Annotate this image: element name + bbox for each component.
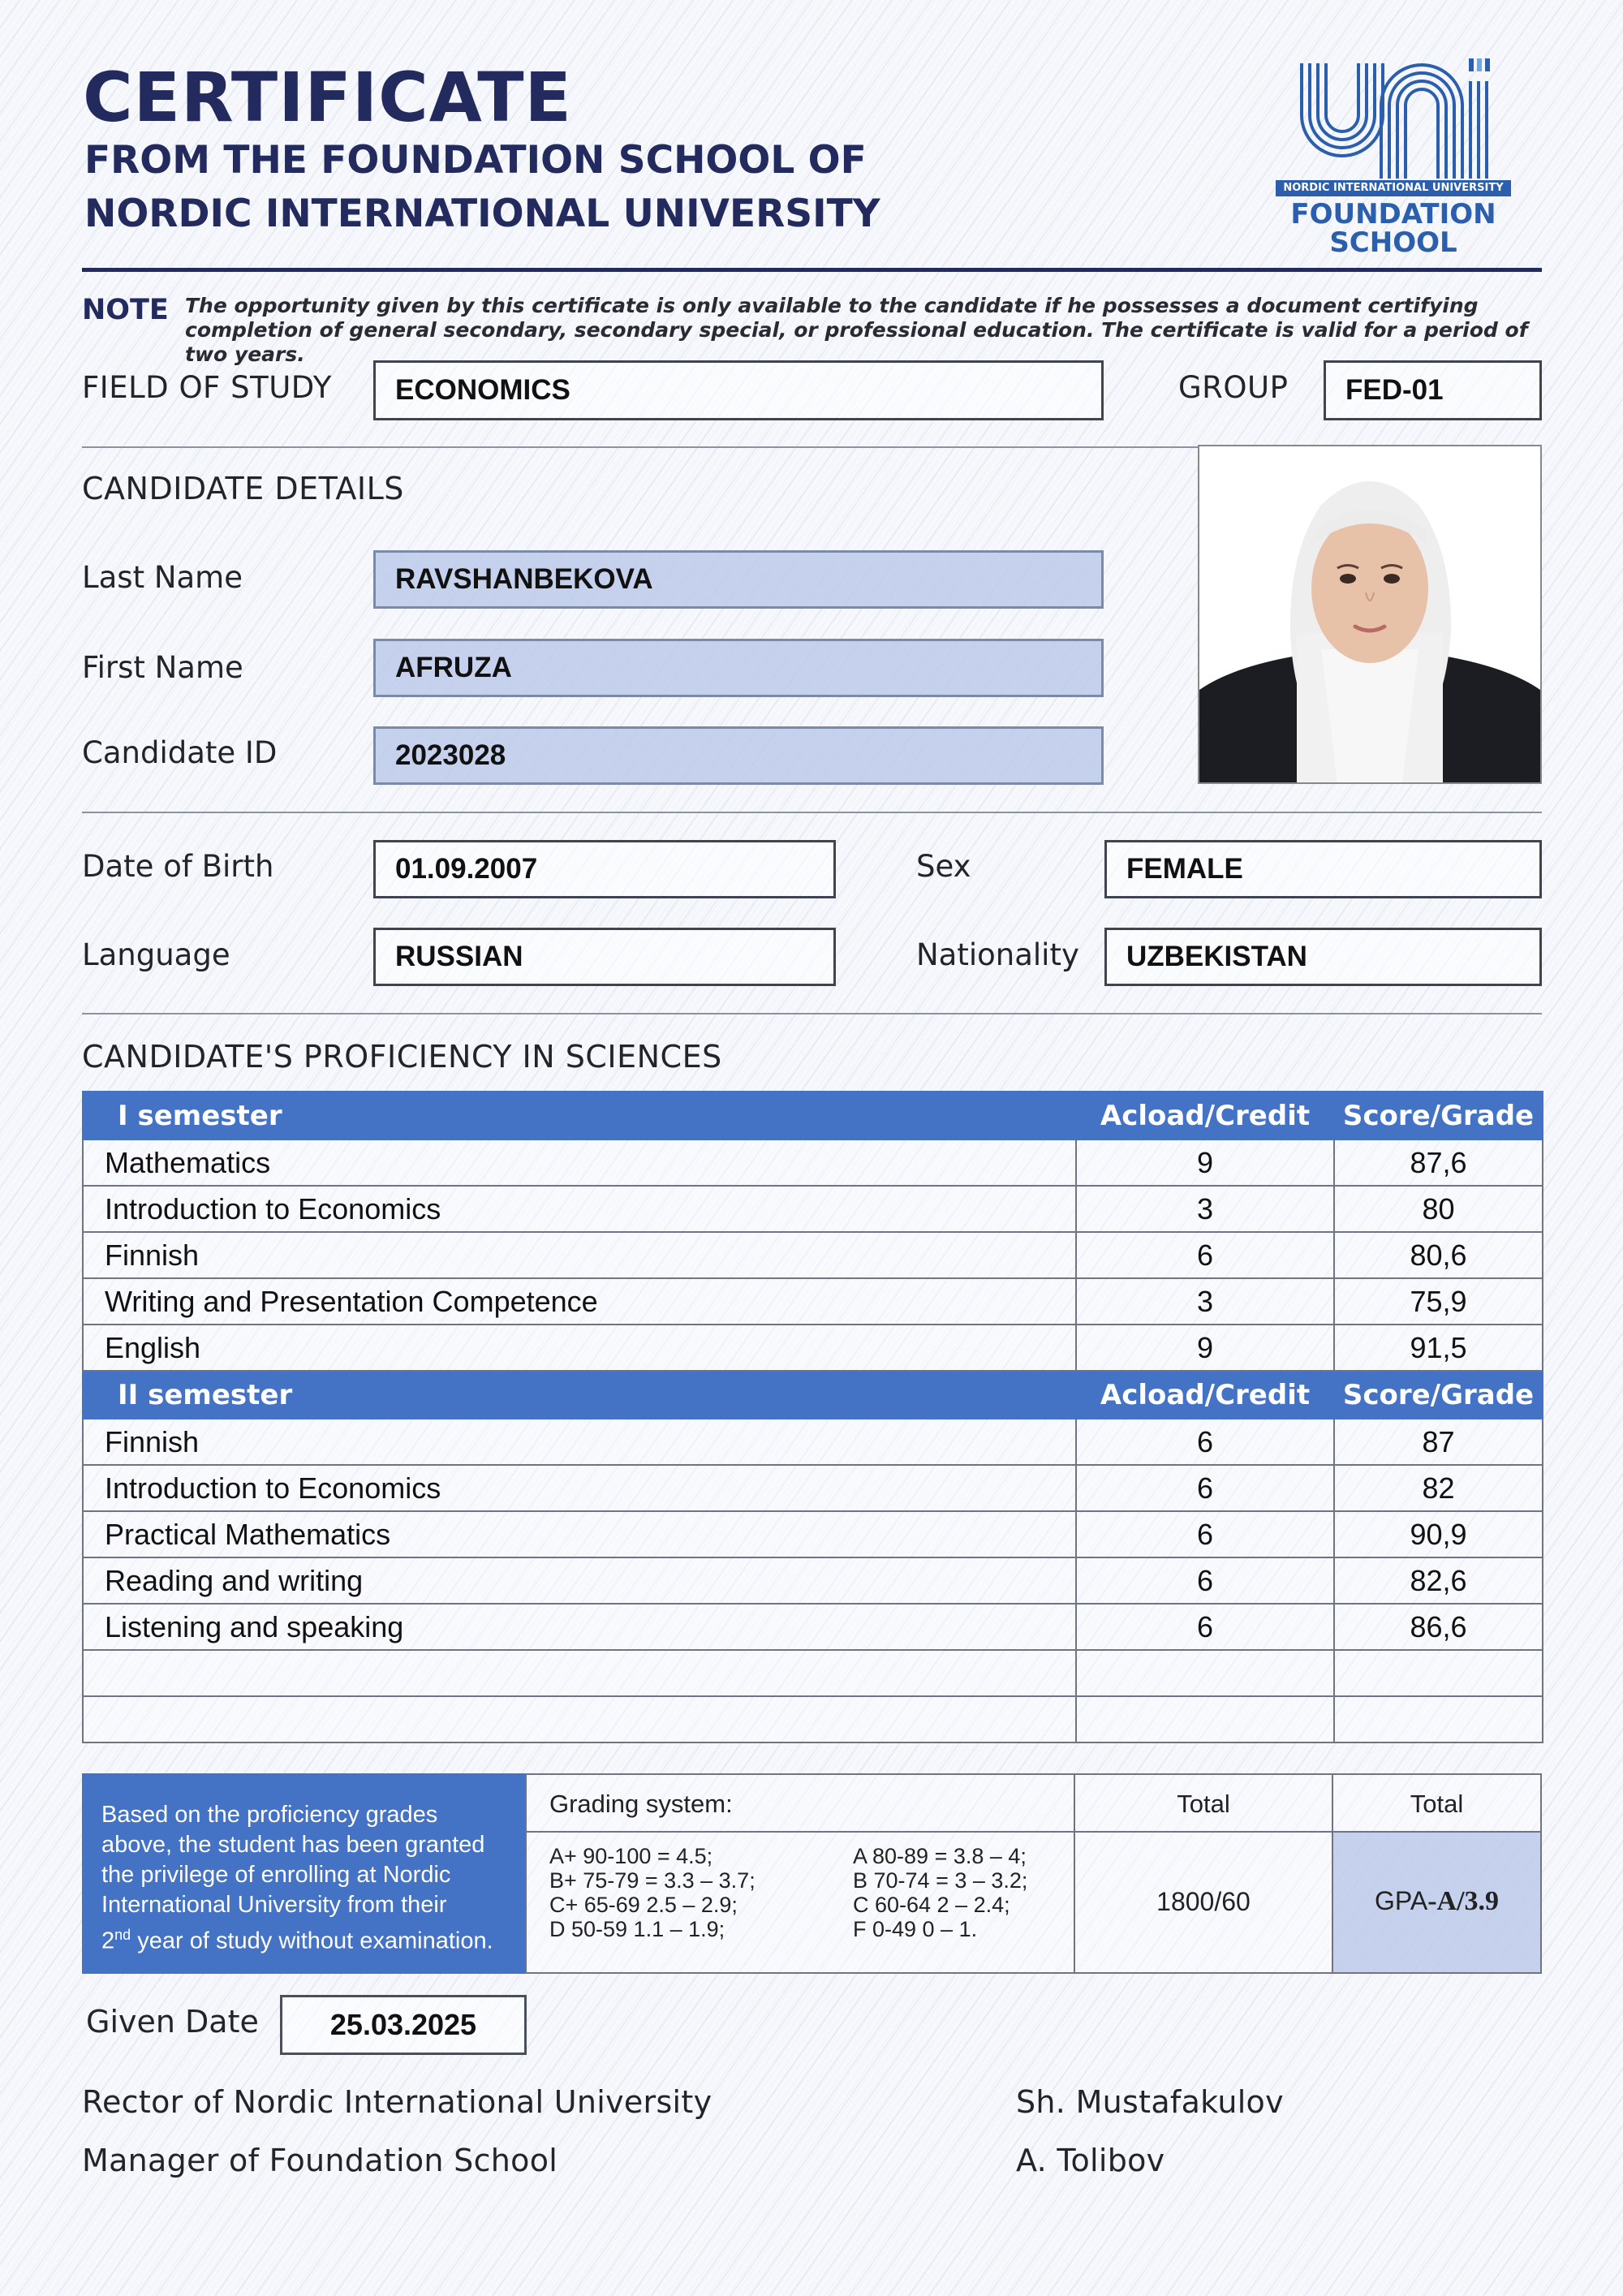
gpa-grade: -A/3.9 bbox=[1427, 1886, 1500, 1916]
divider bbox=[82, 1013, 1542, 1014]
certificate-subtitle-line2: NORDIC INTERNATIONAL UNIVERSITY bbox=[84, 192, 880, 236]
gpa-header: Total bbox=[1410, 1790, 1464, 1818]
first-name-value: AFRUZA bbox=[395, 652, 512, 683]
enrollment-notice bbox=[82, 1773, 525, 1974]
portrait-image bbox=[1199, 446, 1540, 782]
field-of-study-box bbox=[373, 360, 1104, 420]
table-row bbox=[83, 1604, 1543, 1650]
language-label: Language bbox=[82, 937, 230, 972]
score-cell: 82,6 bbox=[1334, 1557, 1543, 1604]
sex-value: FEMALE bbox=[1126, 853, 1243, 885]
grade-rule: A+ 90-100 = 4.5; bbox=[549, 1844, 713, 1868]
score-cell: 75,9 bbox=[1334, 1278, 1543, 1325]
manager-name: A. Tolibov bbox=[1016, 2143, 1165, 2178]
grade-rule: F 0-49 0 – 1. bbox=[853, 1917, 978, 1941]
score-cell: 87,6 bbox=[1334, 1139, 1543, 1186]
grades-table bbox=[82, 1091, 1543, 1743]
gpa-prefix: GPA bbox=[1374, 1886, 1428, 1915]
group-label: GROUP bbox=[1178, 370, 1289, 405]
rector-name: Sh. Mustafakulov bbox=[1016, 2084, 1284, 2120]
proficiency-title: CANDIDATE'S PROFICIENCY IN SCIENCES bbox=[82, 1039, 722, 1075]
score-cell: 91,5 bbox=[1334, 1325, 1543, 1371]
table-row bbox=[83, 1511, 1543, 1557]
empty-row bbox=[83, 1650, 1543, 1696]
score-header: Score/Grade bbox=[1334, 1371, 1543, 1419]
credit-cell: 3 bbox=[1076, 1186, 1334, 1232]
given-date-value: 25.03.2025 bbox=[329, 2008, 477, 2041]
first-name-box bbox=[373, 639, 1104, 697]
table-row bbox=[83, 1465, 1543, 1511]
credit-cell: 6 bbox=[1076, 1557, 1334, 1604]
grade-rule: B 70-74 = 3 – 3.2; bbox=[853, 1868, 1028, 1893]
field-of-study-label: FIELD OF STUDY bbox=[82, 370, 332, 405]
certificate-title: CERTIFICATE bbox=[83, 58, 572, 137]
table-row bbox=[83, 1419, 1543, 1465]
score-cell: 90,9 bbox=[1334, 1511, 1543, 1557]
table-row bbox=[83, 1557, 1543, 1604]
score-cell: 80,6 bbox=[1334, 1232, 1543, 1278]
score-cell: 80 bbox=[1334, 1186, 1543, 1232]
credit-cell: 3 bbox=[1076, 1278, 1334, 1325]
year-number: 2 bbox=[101, 1928, 115, 1954]
subject-cell: Mathematics bbox=[83, 1139, 1076, 1186]
grading-scale-right bbox=[853, 1844, 1027, 1941]
subject-cell: Listening and speaking bbox=[83, 1604, 1076, 1650]
credit-header: Acload/Credit bbox=[1076, 1371, 1334, 1419]
grading-title: Grading system: bbox=[549, 1790, 733, 1818]
subject-cell: Reading and writing bbox=[83, 1557, 1076, 1604]
enrollment-notice-line: Based on the proficiency grades bbox=[101, 1802, 438, 1828]
enrollment-notice-line bbox=[101, 1920, 506, 1957]
note-text: The opportunity given by this certificate is only available to the candidate if he possesses a document certifying completion of general secondary, secondary special, or professional education. The certificate is valid for a period of two years. bbox=[185, 294, 1528, 366]
table-row bbox=[83, 1325, 1543, 1371]
grade-rule: C+ 65-69 2.5 – 2.9; bbox=[549, 1893, 738, 1917]
credit-cell: 9 bbox=[1076, 1325, 1334, 1371]
total-header-cell bbox=[1074, 1773, 1333, 1833]
credit-cell: 6 bbox=[1076, 1465, 1334, 1511]
candidate-photo bbox=[1198, 445, 1542, 784]
grade-rule: B+ 75-79 = 3.3 – 3.7; bbox=[549, 1868, 756, 1893]
rector-title: Rector of Nordic International University bbox=[82, 2084, 712, 2120]
credit-cell: 6 bbox=[1076, 1232, 1334, 1278]
language-box bbox=[373, 928, 836, 986]
grading-scale-left bbox=[549, 1844, 756, 1941]
total-header: Total bbox=[1177, 1790, 1230, 1818]
semester-header-row bbox=[83, 1092, 1543, 1139]
score-cell: 87 bbox=[1334, 1419, 1543, 1465]
score-header: Score/Grade bbox=[1334, 1092, 1543, 1139]
logo-school: SCHOOL bbox=[1329, 226, 1457, 259]
enrollment-notice-line: the privilege of enrolling at Nordic bbox=[101, 1862, 451, 1888]
note-label: NOTE bbox=[82, 294, 169, 326]
table-row bbox=[83, 1232, 1543, 1278]
field-of-study-value: ECONOMICS bbox=[395, 374, 570, 406]
enrollment-notice-line: above, the student has been granted bbox=[101, 1832, 485, 1858]
sex-label: Sex bbox=[916, 849, 971, 884]
dob-value: 01.09.2007 bbox=[395, 853, 538, 885]
gpa-header-cell bbox=[1332, 1773, 1542, 1833]
group-box bbox=[1324, 360, 1542, 420]
logo-foundation: FOUNDATION bbox=[1290, 198, 1496, 230]
grade-rule: C 60-64 2 – 2.4; bbox=[853, 1893, 1010, 1917]
given-date-box bbox=[280, 1995, 527, 2055]
score-cell: 86,6 bbox=[1334, 1604, 1543, 1650]
last-name-value: RAVSHANBEKOVA bbox=[395, 563, 653, 595]
candidate-details-title: CANDIDATE DETAILS bbox=[82, 471, 404, 506]
divider bbox=[82, 812, 1542, 813]
manager-title: Manager of Foundation School bbox=[82, 2143, 558, 2178]
dob-box bbox=[373, 840, 836, 898]
header-divider bbox=[82, 268, 1542, 272]
sex-box bbox=[1104, 840, 1542, 898]
last-name-box bbox=[373, 550, 1104, 609]
credit-cell: 6 bbox=[1076, 1511, 1334, 1557]
table-row bbox=[83, 1278, 1543, 1325]
grading-title-cell bbox=[525, 1773, 1075, 1833]
divider bbox=[82, 446, 1198, 448]
last-name-label: Last Name bbox=[82, 560, 243, 595]
enrollment-notice-line: International University from their bbox=[101, 1892, 447, 1918]
year-rest: year of study without examination. bbox=[131, 1928, 493, 1954]
subject-cell: Practical Mathematics bbox=[83, 1511, 1076, 1557]
subject-cell: Introduction to Economics bbox=[83, 1465, 1076, 1511]
total-value: 1800/60 bbox=[1156, 1887, 1251, 1916]
grading-summary bbox=[525, 1773, 1542, 1974]
logo-small-text: NORDIC INTERNATIONAL UNIVERSITY bbox=[1283, 182, 1504, 194]
credit-cell: 6 bbox=[1076, 1604, 1334, 1650]
grade-rule: D 50-59 1.1 – 1.9; bbox=[549, 1917, 725, 1941]
semester-header-row bbox=[83, 1371, 1543, 1419]
subject-cell: Finnish bbox=[83, 1232, 1076, 1278]
semester-name: II semester bbox=[83, 1371, 1076, 1419]
candidate-id-value: 2023028 bbox=[395, 739, 506, 771]
gpa-value-cell bbox=[1332, 1831, 1542, 1974]
table-row bbox=[83, 1186, 1543, 1232]
subject-cell: Introduction to Economics bbox=[83, 1186, 1076, 1232]
gpa-value bbox=[1333, 1886, 1540, 1917]
candidate-id-box bbox=[373, 726, 1104, 785]
candidate-id-label: Candidate ID bbox=[82, 735, 278, 770]
subject-cell: Writing and Presentation Competence bbox=[83, 1278, 1076, 1325]
group-value: FED-01 bbox=[1345, 374, 1444, 406]
first-name-label: First Name bbox=[82, 650, 243, 685]
semester-name: I semester bbox=[83, 1092, 1076, 1139]
year-suffix: nd bbox=[114, 1927, 131, 1943]
empty-row bbox=[83, 1696, 1543, 1742]
language-value: RUSSIAN bbox=[395, 941, 523, 972]
grading-scale-cell bbox=[525, 1831, 1075, 1974]
subject-cell: English bbox=[83, 1325, 1076, 1371]
nationality-box bbox=[1104, 928, 1542, 986]
credit-cell: 9 bbox=[1076, 1139, 1334, 1186]
credit-header: Acload/Credit bbox=[1076, 1092, 1334, 1139]
score-cell: 82 bbox=[1334, 1465, 1543, 1511]
table-row bbox=[83, 1139, 1543, 1186]
nationality-label: Nationality bbox=[916, 937, 1079, 972]
certificate-subtitle-line1: FROM THE FOUNDATION SCHOOL OF bbox=[84, 138, 867, 183]
given-date-label: Given Date bbox=[86, 2004, 259, 2040]
university-logo bbox=[1276, 57, 1511, 260]
credit-cell: 6 bbox=[1076, 1419, 1334, 1465]
nationality-value: UZBEKISTAN bbox=[1126, 941, 1307, 972]
subject-cell: Finnish bbox=[83, 1419, 1076, 1465]
total-value-cell bbox=[1074, 1831, 1333, 1974]
dob-label: Date of Birth bbox=[82, 849, 274, 884]
grade-rule: A 80-89 = 3.8 – 4; bbox=[853, 1844, 1027, 1868]
